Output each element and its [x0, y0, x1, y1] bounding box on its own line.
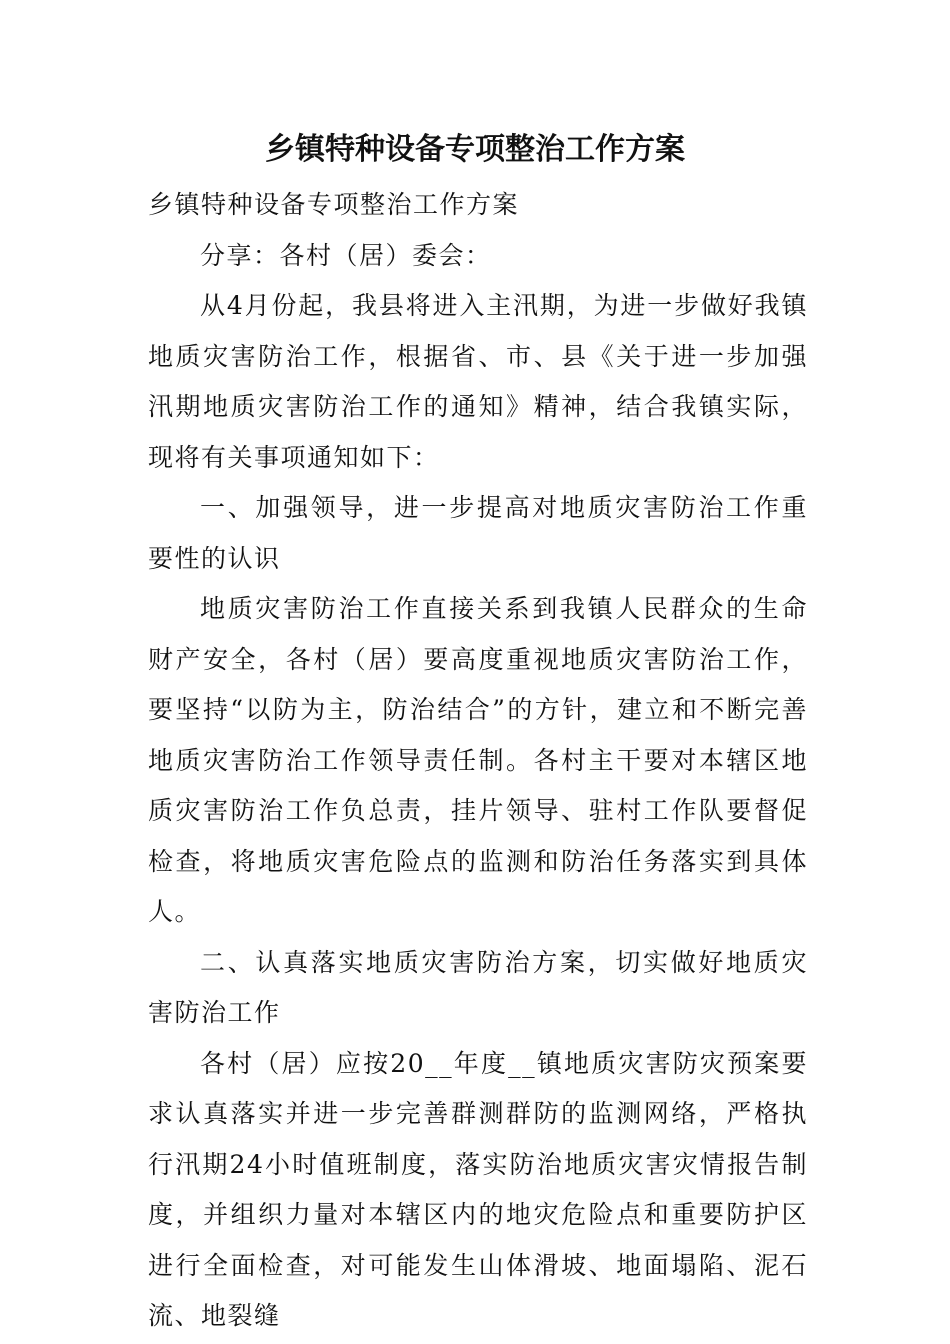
document-title: 乡镇特种设备专项整治工作方案 — [265, 132, 685, 167]
addressee-paragraph: 分享：各村（居）委会： — [200, 240, 492, 270]
intro-paragraph: 从4月份起，我县将进入主汛期，为进一步做好我镇地质灾害防治工作，根据省、市、县《关于进一步加强汛期地质灾害防治工作的通知》精神，结合我镇实际，现将有关事项通知如下： — [148, 291, 808, 472]
subtitle-paragraph: 乡镇特种设备专项整治工作方案 — [148, 190, 520, 219]
section-body-1: 地质灾害防治工作直接关系到我镇人民群众的生命财产安全，各村（居）要高度重视地质灾害防治工作，要坚持“以防为主，防治结合”的方针，建立和不断完善地质灾害防治工作领导责任制。各村主干要对本辖区地质灾害防治工作负总责，挂片领导、驻村工作队要督促检查，将地质灾害危险点的监测和防治任务落实到具体人。 — [148, 594, 808, 926]
section-heading-1: 一、加强领导，进一步提高对地质灾害防治工作重要性的认识 — [148, 493, 808, 573]
section-body-2: 各村（居）应按20__年度__镇地质灾害防灾预案要求认真落实并进一步完善群测群防的监测网络，严格执行汛期24小时值班制度，落实防治地质灾害灾情报告制度，并组织力量对本辖区内的地灾危险点和重要防护区进行全面检查，对可能发生山体滑坡、地面塌陷、泥石流、地裂缝 — [148, 1048, 808, 1330]
document-body — [148, 180, 808, 1342]
section-heading-2: 二、认真落实地质灾害防治方案，切实做好地质灾害防治工作 — [148, 947, 808, 1027]
